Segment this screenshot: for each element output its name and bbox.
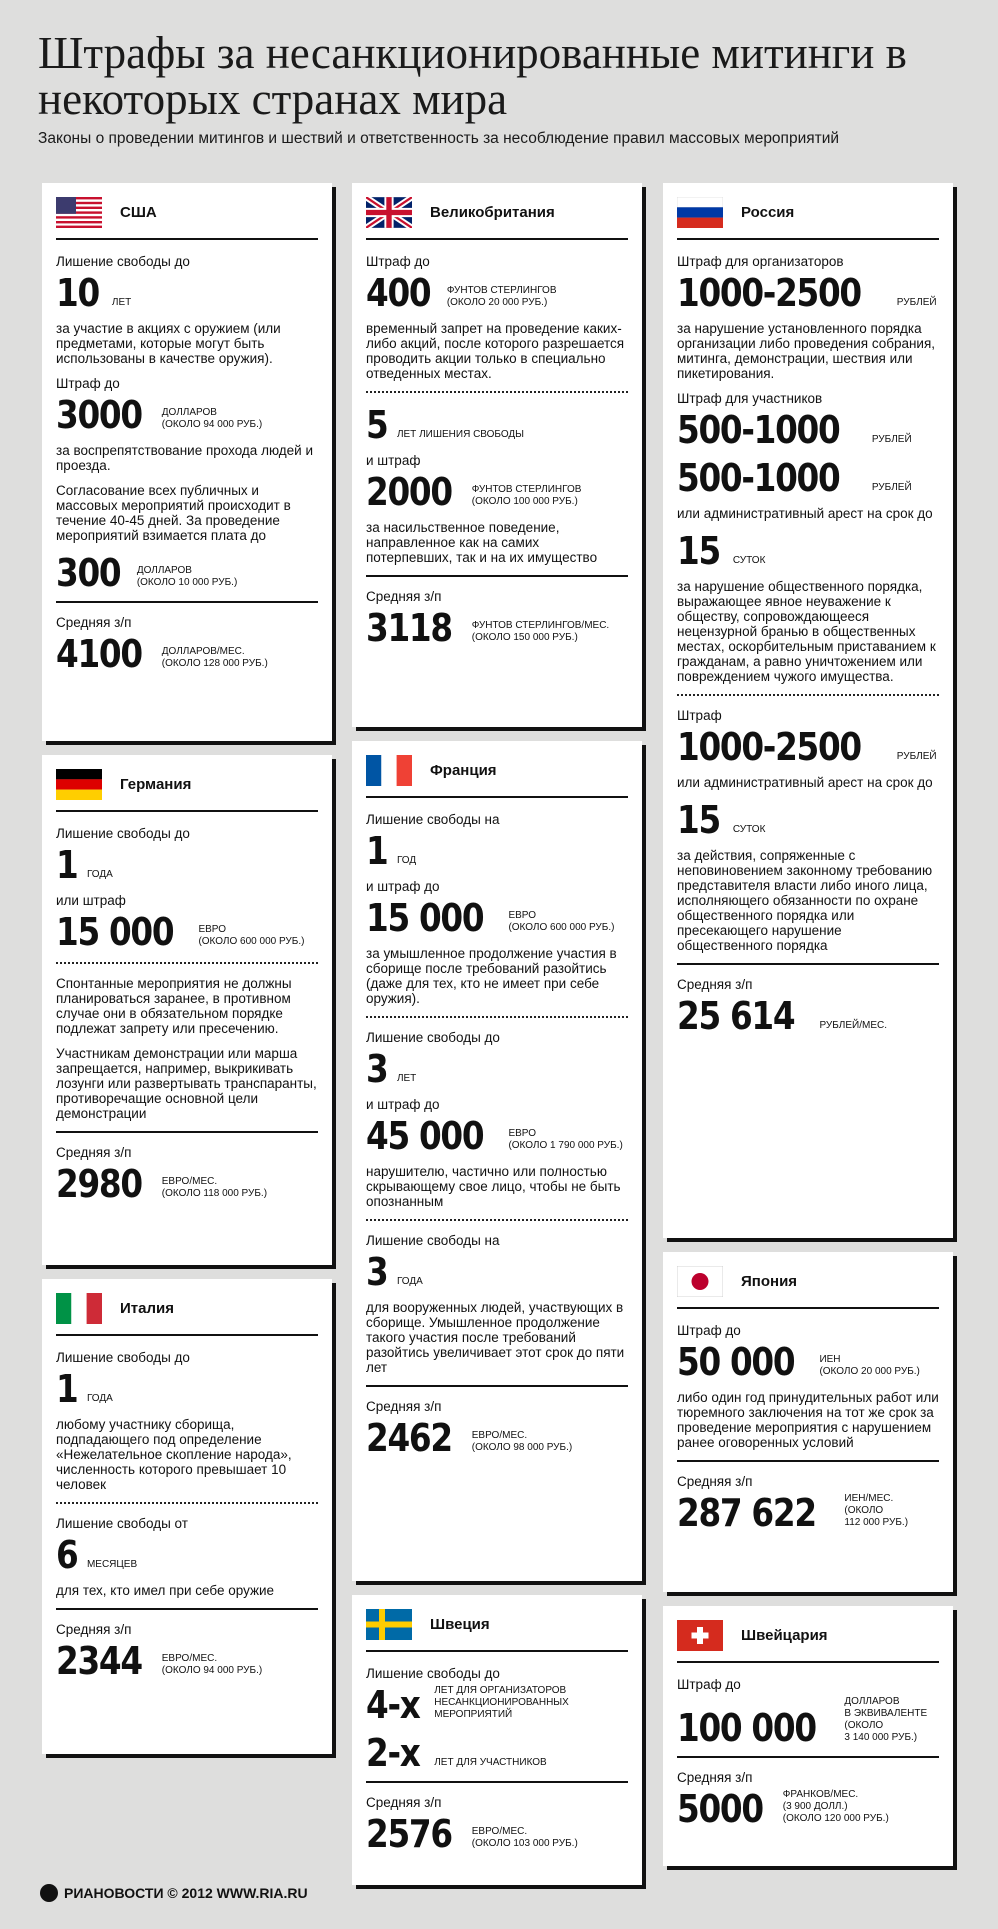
unit: РУБЛЕЙ bbox=[871, 434, 912, 445]
label: Лишение свободы до bbox=[366, 1030, 500, 1045]
label: Лишение свободы на bbox=[366, 812, 500, 827]
unit: ЕВРО (ОКОЛО 600 000 РУБ.) bbox=[198, 924, 305, 947]
avg-label: Средняя з/п bbox=[677, 1770, 753, 1785]
description: временный запрет на проведение каких-либо акций, после которого разрешается проводить акции только в специально отведенных местах. bbox=[366, 321, 625, 381]
switzerland-flag-icon bbox=[677, 1620, 723, 1651]
value: 6 bbox=[56, 1533, 78, 1577]
card-sweden bbox=[352, 1595, 642, 1885]
unit: РУБЛЕЙ bbox=[871, 482, 912, 493]
unit: СУТОК bbox=[732, 555, 766, 566]
japan-flag-icon bbox=[677, 1266, 723, 1297]
value: 4-х bbox=[366, 1683, 420, 1727]
unit: ГОДА bbox=[396, 1276, 423, 1287]
label: и штраф до bbox=[366, 1097, 440, 1112]
value: 15 bbox=[677, 798, 720, 842]
description: или административный арест на срок до bbox=[677, 506, 933, 521]
unit: ГОД bbox=[396, 855, 417, 866]
value: 1 bbox=[56, 843, 78, 887]
value: 2000 bbox=[366, 470, 452, 514]
unit: ЕВРО/МЕС. (ОКОЛО 103 000 РУБ.) bbox=[471, 1826, 578, 1849]
france-flag-icon bbox=[366, 755, 412, 786]
unit: ЛЕТ bbox=[111, 297, 132, 308]
value: 400 bbox=[366, 271, 431, 315]
country-name: Франция bbox=[430, 762, 497, 779]
unit: СУТОК bbox=[732, 824, 766, 835]
usa-flag-icon bbox=[56, 197, 102, 228]
avg-label: Средняя з/п bbox=[366, 589, 442, 604]
avg-value: 2980 bbox=[56, 1162, 142, 1206]
description: Согласование всех публичных и массовых мероприятий происходит в течение 40-45 дней. За проведение мероприятий взимается плата до bbox=[56, 483, 291, 543]
label: Штраф для организаторов bbox=[677, 254, 844, 269]
description: за нарушение установленного порядка организации либо проведения собрания, митинга, демонстрации, шествия или пикетирования. bbox=[677, 321, 936, 381]
avg-value: 25 614 bbox=[677, 994, 795, 1038]
unit: ЕВРО/МЕС. (ОКОЛО 98 000 РУБ.) bbox=[471, 1430, 573, 1453]
unit: РУБЛЕЙ bbox=[896, 751, 937, 762]
description: для вооруженных людей, участвующих в сборище. Умышленное продолжение такого участия после требований разойтись увеличивает этот срок до пяти лет bbox=[366, 1300, 625, 1375]
card-germany bbox=[42, 755, 332, 1265]
label: Лишение свободы до bbox=[56, 826, 190, 841]
label: Штраф до bbox=[56, 376, 120, 391]
avg-label: Средняя з/п bbox=[677, 977, 753, 992]
country-name: Германия bbox=[120, 776, 192, 793]
description: нарушителю, частично или полностью скрывающему свое лицо, чтобы не быть опознанным bbox=[366, 1164, 621, 1209]
label: Штраф для участников bbox=[677, 391, 823, 406]
unit: ЕВРО (ОКОЛО 600 000 РУБ.) bbox=[508, 910, 615, 933]
column-left bbox=[42, 183, 332, 1768]
unit: ДОЛЛАРОВ (ОКОЛО 10 000 РУБ.) bbox=[136, 565, 238, 588]
label: Лишение свободы от bbox=[56, 1516, 188, 1531]
unit: ЛЕТ bbox=[396, 1073, 417, 1084]
label: Штраф до bbox=[677, 1323, 741, 1338]
unit: ФУНТОВ СТЕРЛИНГОВ (ОКОЛО 20 000 РУБ.) bbox=[446, 285, 557, 308]
unit: ЕВРО/МЕС. (ОКОЛО 118 000 РУБ.) bbox=[161, 1176, 268, 1199]
unit: ЛЕТ ДЛЯ ОРГАНИЗАТОРОВ НЕСАНКЦИОНИРОВАННЫХ МЕРОПРИЯТИЙ bbox=[434, 1685, 569, 1720]
label: Лишение свободы на bbox=[366, 1233, 500, 1248]
card-japan bbox=[663, 1252, 953, 1592]
russia-flag-icon bbox=[677, 197, 723, 228]
unit: ГОДА bbox=[86, 869, 113, 880]
unit: ЕВРО (ОКОЛО 1 790 000 РУБ.) bbox=[508, 1128, 623, 1151]
value: 2-х bbox=[366, 1731, 420, 1775]
card-usa bbox=[42, 183, 332, 741]
avg-value: 4100 bbox=[56, 632, 142, 676]
unit: ДОЛЛАРОВ В ЭКВИВАЛЕНТЕ (ОКОЛО 3 140 000 РУБ.) bbox=[844, 1696, 928, 1743]
avg-label: Средняя з/п bbox=[366, 1399, 442, 1414]
unit: РУБЛЕЙ/МЕС. bbox=[819, 1020, 888, 1031]
italy-flag-icon bbox=[56, 1293, 102, 1324]
unit: ДОЛЛАРОВ/МЕС. (ОКОЛО 128 000 РУБ.) bbox=[161, 646, 268, 669]
label: Лишение свободы до bbox=[56, 254, 190, 269]
value: 100 000 bbox=[677, 1706, 816, 1750]
description: за воспрепятствование прохода людей и проезда. bbox=[56, 443, 313, 473]
label: Штраф bbox=[677, 708, 722, 723]
label: Штраф до bbox=[677, 1677, 741, 1692]
avg-value: 287 622 bbox=[677, 1491, 816, 1535]
value: 500-1000 bbox=[677, 456, 840, 500]
value: 15 000 bbox=[56, 910, 174, 954]
unit: ИЕН (ОКОЛО 20 000 РУБ.) bbox=[819, 1354, 920, 1377]
value: 500-1000 bbox=[677, 408, 840, 452]
avg-label: Средняя з/п bbox=[56, 1622, 132, 1637]
description: за нарушение общественного порядка, выражающее явное неуважение к обществу, сопровождающееся нецензурной бранью в общественных местах, оскорбительным приставанием к гражданам, а равно уничтожением или повреждением чужого имущества. bbox=[677, 579, 936, 684]
value: 3 bbox=[366, 1250, 388, 1294]
unit: ФУНТОВ СТЕРЛИНГОВ (ОКОЛО 100 000 РУБ.) bbox=[471, 484, 582, 507]
avg-label: Средняя з/п bbox=[56, 615, 132, 630]
card-france bbox=[352, 741, 642, 1581]
unit: ДОЛЛАРОВ (ОКОЛО 94 000 РУБ.) bbox=[161, 407, 263, 430]
sweden-flag-icon bbox=[366, 1609, 412, 1640]
footer-text: РИАНОВОСТИ © 2012 WWW.RIA.RU bbox=[64, 1885, 308, 1901]
country-name: Япония bbox=[741, 1273, 798, 1290]
description: за умышленное продолжение участия в сборище после требований разойтись (даже для тех, кто не имеет при себе оружия). bbox=[366, 946, 617, 1006]
description: за участие в акциях с оружием (или предметами, которые могут быть использованы в качестве оружия). bbox=[56, 321, 281, 366]
avg-value: 2576 bbox=[366, 1812, 452, 1856]
country-name: США bbox=[120, 204, 157, 221]
unit: ГОДА bbox=[86, 1393, 113, 1404]
description: за действия, сопряженные с неповиновением законному требованию представителя власти либо иного лица, исполняющего обязанности по охране общественного порядка или пресекающего нарушение общественного порядка bbox=[677, 848, 933, 953]
description: для тех, кто имел при себе оружие bbox=[56, 1583, 275, 1598]
column-right bbox=[663, 183, 953, 1880]
description: либо один год принудительных работ или тюремного заключения на тот же срок за проведение мероприятия с нарушением ранее оговоренных условий bbox=[677, 1390, 939, 1450]
value: 1000-2500 bbox=[677, 725, 861, 769]
label: Лишение свободы до bbox=[366, 1666, 500, 1681]
value: 15 bbox=[677, 529, 720, 573]
country-name: Великобритания bbox=[430, 204, 555, 221]
value: 300 bbox=[56, 551, 121, 595]
country-name: Швейцария bbox=[741, 1627, 828, 1644]
value: 3 bbox=[366, 1047, 388, 1091]
unit: МЕСЯЦЕВ bbox=[86, 1559, 138, 1570]
avg-value: 2344 bbox=[56, 1639, 142, 1683]
country-name: Россия bbox=[741, 204, 795, 221]
description: за насильственное поведение, направленное как на самих потерпевших, так и на их имущество bbox=[366, 520, 598, 565]
value: 1 bbox=[366, 829, 388, 873]
footer-credit bbox=[40, 1884, 308, 1902]
value: 1000-2500 bbox=[677, 271, 861, 315]
unit: ФРАНКОВ/МЕС. (3 900 ДОЛЛ.) (ОКОЛО 120 000 РУБ.) bbox=[782, 1789, 889, 1824]
label: и штраф bbox=[366, 453, 421, 468]
germany-flag-icon bbox=[56, 769, 102, 800]
card-russia bbox=[663, 183, 953, 1238]
avg-value: 2462 bbox=[366, 1416, 452, 1460]
value: 10 bbox=[56, 271, 99, 315]
unit: РУБЛЕЙ bbox=[896, 297, 937, 308]
unit: ЕВРО/МЕС. (ОКОЛО 94 000 РУБ.) bbox=[161, 1653, 263, 1676]
country-name: Швеция bbox=[430, 1616, 490, 1633]
avg-label: Средняя з/п bbox=[677, 1474, 753, 1489]
ria-logo-icon bbox=[40, 1884, 58, 1902]
description: Участникам демонстрации или марша запрещается, например, выкрикивать лозунги или развертывать транспаранты, противоречащие основной цели демонстрации bbox=[56, 1046, 317, 1121]
page-subtitle: Законы о проведении митингов и шествий и ответственность за несоблюдение правил массовых мероприятий bbox=[38, 130, 840, 147]
description: или административный арест на срок до bbox=[677, 775, 933, 790]
label: Штраф до bbox=[366, 254, 430, 269]
avg-label: Средняя з/п bbox=[56, 1145, 132, 1160]
country-name: Италия bbox=[120, 1300, 174, 1317]
uk-flag-icon bbox=[366, 197, 412, 228]
page-title: Штрафы за несанкционированные митинги в некоторых странах мира bbox=[38, 28, 907, 124]
label: или штраф bbox=[56, 893, 126, 908]
unit: ИЕН/МЕС. (ОКОЛО 112 000 РУБ.) bbox=[844, 1493, 909, 1528]
avg-value: 3118 bbox=[366, 606, 452, 650]
value: 50 000 bbox=[677, 1340, 795, 1384]
card-italy bbox=[42, 1279, 332, 1754]
unit: ЛЕТ ДЛЯ УЧАСТНИКОВ bbox=[434, 1757, 547, 1768]
value: 3000 bbox=[56, 393, 142, 437]
unit: ЛЕТ ЛИШЕНИЯ СВОБОДЫ bbox=[396, 429, 525, 440]
value: 45 000 bbox=[366, 1114, 484, 1158]
unit: ФУНТОВ СТЕРЛИНГОВ/МЕС. (ОКОЛО 150 000 РУБ.) bbox=[471, 620, 610, 643]
value: 1 bbox=[56, 1367, 78, 1411]
avg-label: Средняя з/п bbox=[366, 1795, 442, 1810]
value: 15 000 bbox=[366, 896, 484, 940]
card-switzerland bbox=[663, 1606, 953, 1866]
label: Лишение свободы до bbox=[56, 1350, 190, 1365]
avg-value: 5000 bbox=[677, 1787, 763, 1831]
card-uk bbox=[352, 183, 642, 727]
label: и штраф до bbox=[366, 879, 440, 894]
description: любому участнику сборища, подпадающего под определение «Нежелательное скопление народа», численность которого превышает 10 человек bbox=[56, 1417, 292, 1492]
description: Спонтанные мероприятия не должны планироваться заранее, в противном случае они в обязательном порядке подлежат запрету или пресечению. bbox=[56, 976, 292, 1036]
value: 5 bbox=[366, 403, 388, 447]
column-middle bbox=[352, 183, 642, 1899]
